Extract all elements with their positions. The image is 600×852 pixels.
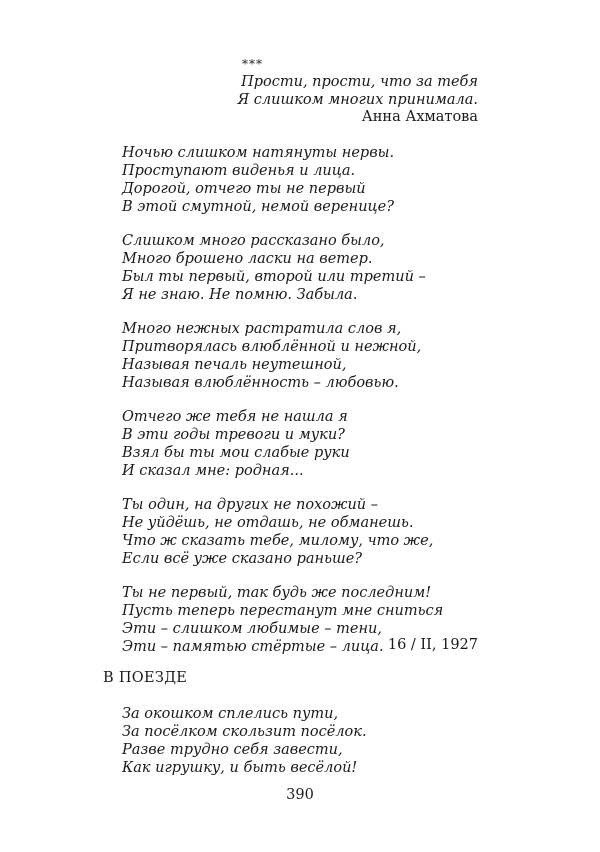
poem-line: Ночью слишком натянуты нервы. <box>122 145 395 161</box>
poem-line: Что ж сказать тебе, милому, что же, <box>122 533 434 549</box>
poem-body <box>122 144 522 672</box>
epigraph-author: Анна Ахматова <box>361 109 478 125</box>
poem-line: Был ты первый, второй или третий – <box>122 269 426 285</box>
stanza <box>122 408 522 480</box>
poem-line: Как игрушку, и быть весёлой! <box>122 760 358 776</box>
poem-line: Пусть теперь перестанут мне сниться <box>122 603 444 619</box>
poem-line: Много брошено ласки на ветер. <box>122 251 373 267</box>
poem-line: Называя влюблённость – любовью. <box>122 375 399 391</box>
poem-line: Притворялась влюблённой и нежной, <box>122 339 422 355</box>
poem-line: Ты не первый, так будь же последним! <box>122 585 432 601</box>
poem-line: И сказал мне: родная... <box>122 463 304 479</box>
poem-line: За посёлком скользит посёлок. <box>122 724 367 740</box>
page-number: 390 <box>286 787 314 803</box>
poem-line: Эти – памятью стёртые – лица. <box>122 639 384 655</box>
poem-line: Ты один, на других не похожий – <box>122 497 378 513</box>
section-title: В ПОЕЗДЕ <box>103 670 188 686</box>
poem-line: Эти – слишком любимые – тени, <box>122 621 382 637</box>
poem-line: Проступают виденья и лица. <box>122 163 356 179</box>
poem-line: Дорогой, отчего ты не первый <box>122 181 366 197</box>
poem-line: За окошком сплелись пути, <box>122 706 339 722</box>
poem-line: Разве трудно себя завести, <box>122 742 343 758</box>
section-separator-stars: *** <box>242 57 263 71</box>
stanza <box>122 320 522 392</box>
poem-line: Называя печаль неутешной, <box>122 357 347 373</box>
stanza <box>122 144 522 216</box>
poem-line: В эти годы тревоги и муки? <box>122 427 345 443</box>
second-poem-body <box>122 705 367 777</box>
poem-line: Если всё уже сказано раньше? <box>122 551 363 567</box>
epigraph-line-2: Я слишком многих принимала. <box>237 92 478 108</box>
poem-line: Не уйдёшь, не отдашь, не обманешь. <box>122 515 414 531</box>
poem-line: В этой смутной, немой веренице? <box>122 199 395 215</box>
stanza <box>122 232 522 304</box>
poem-line: Много нежных растратила слов я, <box>122 321 402 337</box>
stanza <box>122 496 522 568</box>
poem-line: Отчего же тебя не нашла я <box>122 409 348 425</box>
poem-line: Я не знаю. Не помню. Забыла. <box>122 287 358 303</box>
poem-line: Слишком много рассказано было, <box>122 233 385 249</box>
epigraph-line-1: Прости, прости, что за тебя <box>241 74 478 90</box>
poem-date: 16 / II, 1927 <box>387 637 478 653</box>
poem-line: Взял бы ты мои слабые руки <box>122 445 350 461</box>
